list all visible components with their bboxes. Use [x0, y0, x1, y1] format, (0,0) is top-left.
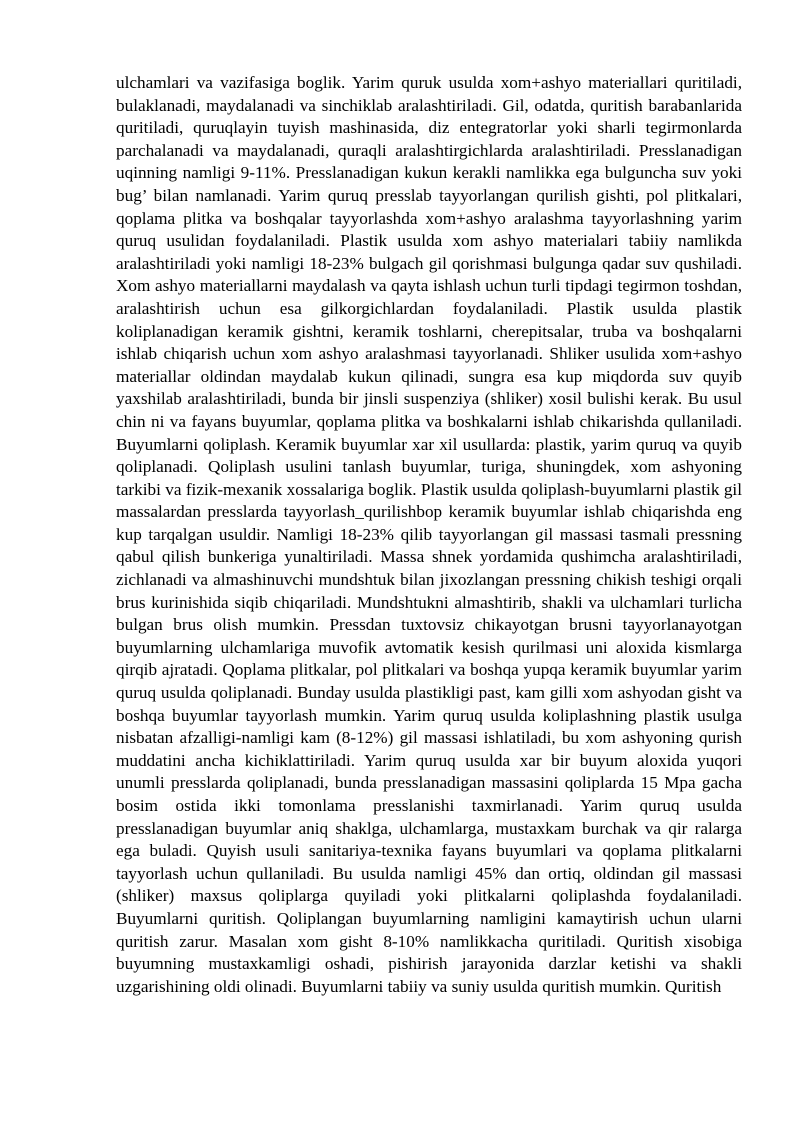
body-paragraph: ulchamlari va vazifasiga boglik. Yarim quruk usulda xom+ashyo materiallari quritiladi, bulaklanadi, maydalanadi va sinchiklab aralashtiriladi. Gil, odatda, quritish barabanlarida quritiladi, quruqlayin tuyish mashinasida, diz entegratorlar yoki sharli tegirmonlarda parchalanadi va maydalanadi, quraqli aralashtirgichlarda aralashtiriladi. Presslanadigan uqinning namligi 9-11%. Presslanadigan kukun kerakli namlikka ega bulguncha suv yoki bug’ bilan namlanadi. Yarim quruq presslab tayyorlangan qurilish gishti, pol plitkalari, qoplama plitka va boshqalar tayyorlashda xom+ashyo aralashma tayyorlashning yarim quruq usulidan foydalaniladi. Plastik usulda xom ashyo materialari tabiiy namlikda aralashtiriladi yoki namligi 18-23% bulgach gil qorishmasi bulgunga qadar suv qushiladi. Xom ashyo materiallarni maydalash va qayta ishlash uchun turli tipdagi tegirmon toshdan, aralashtirish uchun esa gilkorgichlardan foydalaniladi. Plastik usulda plastik koliplanadigan keramik gishtni, keramik toshlarni, cherepitsalar, truba va boshqalarni ishlab chiqarish uchun xom ashyo aralashmasi tayyorlanadi. Shliker usulida xom+ashyo materiallar oldindan maydalab kukun qilinadi, sungra esa kup miqdorda suv quyib yaxshilab aralashtiriladi, bunda bir jinsli suspenziya (shliker) xosil bulishi kerak. Bu usul chin ni va fayans buyumlar, qoplama plitka va boshkalarni ishlab chikarishda qullaniladi. Buyumlarni qoliplash. Keramik buyumlar xar xil usullarda: plastik, yarim quruq va quyib qoliplanadi. Qoliplash usulini tanlash buyumlar, turiga, shuningdek, xom ashyoning tarkibi va fizik-mexanik xossalariga boglik. Plastik usulda qoliplash-buyumlarni plastik gil massalardan presslarda tayyorlash_qurilishbop keramik buyumlar ishlab chiqarishda eng kup tarqalgan usuldir. Namligi 18-23% qilib tayyorlangan gil massasi tasmali pressning qabul qilish bunkeriga yunaltiriladi. Massa shnek yordamida qushimcha aralashtiriladi, zichlanadi va almashinuvchi mundshtuk bilan jixozlangan pressning chikish teshigi orqali brus kurinishida siqib chiqariladi. Mundshtukni almashtirib, shakli va ulchamlari turlicha bulgan brus olish mumkin. Pressdan tuxtovsiz chikayotgan brusni tayyorlanayotgan buyumlarning ulchamlariga muvofik avtomatik kesish qurilmasi uni aloxida kismlarga qirqib ajratadi. Qoplama plitkalar, pol plitkalari va boshqa yupqa keramik buyumlar yarim quruq usulda qoliplanadi. Bunday usulda plastikligi past, kam gilli xom ashyodan gisht va boshqa buyumlar tayyorlash mumkin. Yarim quruq usulda koliplashning plastik usulga nisbatan afzalligi-namligi kam (8-12%) gil massasi ishlatiladi, bu xom ashyoning qurish muddatini ancha kichiklattiriladi. Yarim quruq usulda xar bir buyum aloxida yuqori unumli presslarda qoliplanadi, bunda presslanadigan massasini qoliplarda 15 Mpa gacha bosim ostida ikki tomonlama presslanishi taxmirlanadi. Yarim quruq usulda presslanadigan buyumlar aniq shaklga, ulchamlarga, mustaxkam burchak va qir ralarga ega buladi. Quyish usuli sanitariya-texnika fayans buyumlari va qoplama plitkalarni tayyorlash uchun qullaniladi. Bu usulda namligi 45% dan ortiq, oldindan gil massasi (shliker) maxsus qoliplarga quyiladi yoki plitkalarni qoliplashda foydalaniladi. Buyumlarni quritish. Qoliplangan buyumlarning namligini kamaytirish uchun ularni quritish zarur. Masalan xom gisht 8-10% namlikkacha quritiladi. Quritish xisobiga buyumning mustaxkamligi oshadi, pishirish jarayonida darzlar ketishi va shakli uzgarishining oldi olinadi. Buyumlarni tabiiy va suniy usulda quritish mumkin. Quritish	[116, 73, 742, 996]
document-page	[116, 72, 742, 998]
